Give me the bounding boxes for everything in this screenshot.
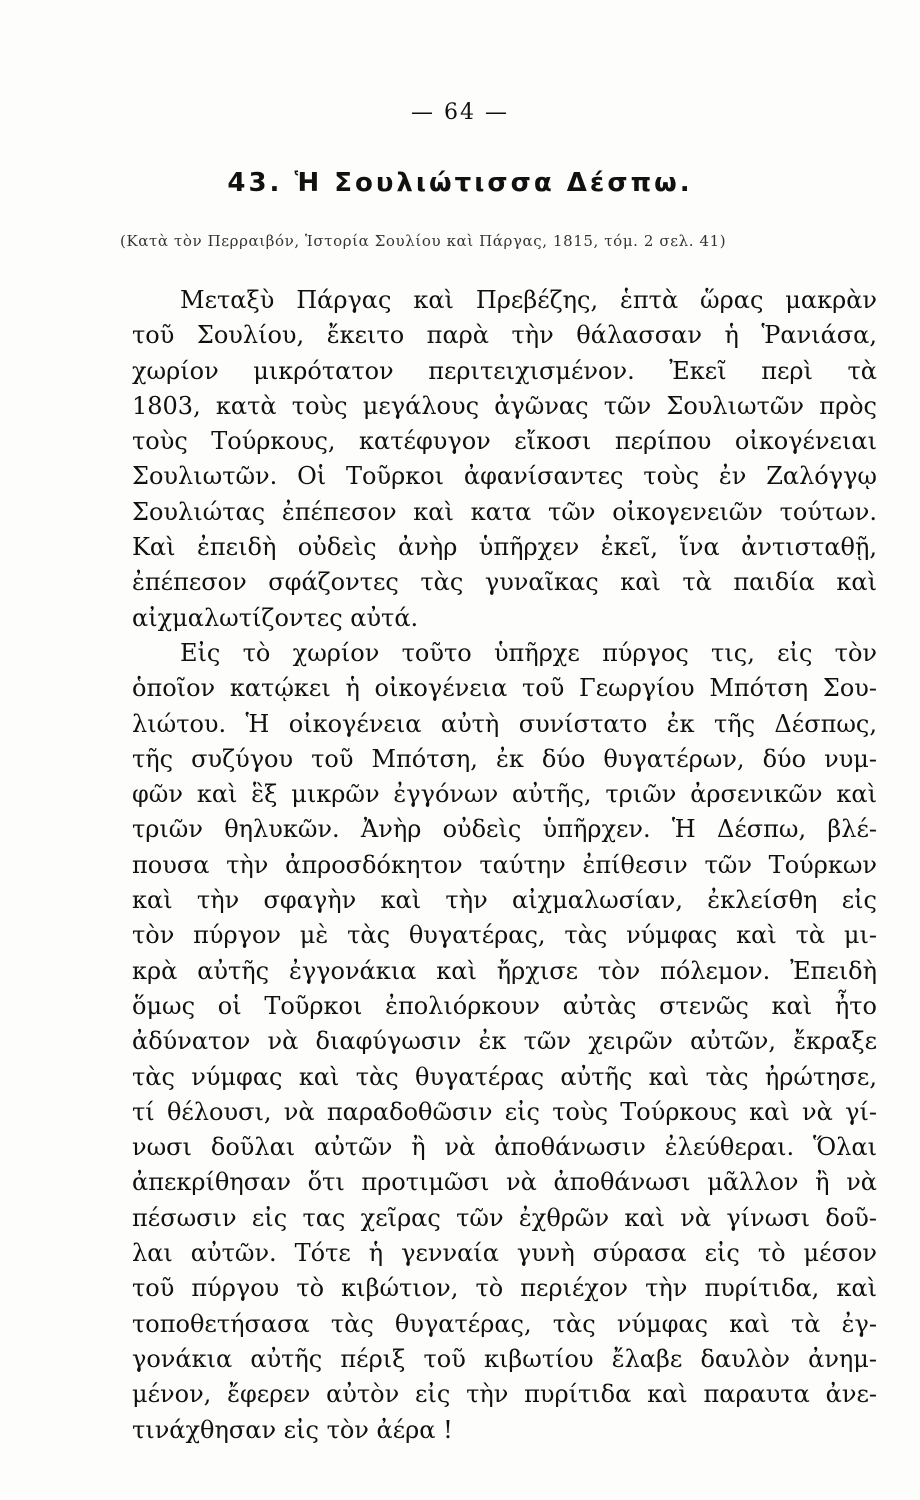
text-line: λιώτου. Ἡ οἰκογένεια αὐτὴ συνίστατο ἐκ τῆς Δέσπως,: [132, 709, 877, 738]
text-line: Σουλιώτας ἐπέπεσον καὶ κατα τῶν οἰκογενειῶν τούτων.: [132, 497, 877, 526]
text-line: τοῦ Σουλίου, ἔκειτο παρὰ τὴν θάλασσαν ἡ Ῥανιάσα,: [132, 321, 877, 350]
text-line: Καὶ ἐπειδὴ οὐδεὶς ἀνὴρ ὑπῆρχεν ἐκεῖ, ἵνα ἀντισταθῇ,: [132, 533, 877, 562]
text-line: τοποθετήσασα τὰς θυγατέρας, τὰς νύμφας καὶ τὰ ἐγ-: [132, 1309, 877, 1338]
text-line: Σουλιωτῶν. Οἱ Τοῦρκοι ἀφανίσαντες τοὺς ἐν Ζαλόγγῳ: [132, 462, 877, 491]
text-line: γονάκια αὐτῆς πέριξ τοῦ κιβωτίου ἔλαβε δαυλὸν ἀνημ-: [132, 1344, 877, 1373]
text-line: τί θέλουσι, νὰ παραδοθῶσιν εἰς τοὺς Τούρκους καὶ νὰ γί-: [132, 1097, 877, 1126]
text-line: τῆς συζύγου τοῦ Μπότση, ἐκ δύο θυγατέρων, δύο νυμ-: [132, 744, 877, 773]
text-line: τινάχθησαν εἰς τὸν ἀέρα !: [132, 1415, 453, 1444]
text-line: χωρίον μικρότατον περιτειχισμένον. Ἐκεῖ περὶ τὰ: [132, 356, 877, 385]
text-line: κρὰ αὐτῆς ἐγγονάκια καὶ ἤρχισε τὸν πόλεμον. Ἐπειδὴ: [132, 956, 877, 985]
source-citation: (Κατὰ τὸν Περραιβόν, Ἱστορία Σουλίου καὶ Πάργας, 1815, τόμ. 2 σελ. 41): [120, 232, 727, 250]
page-number: — 64 —: [411, 100, 509, 125]
text-line: φῶν καὶ ἓξ μικρῶν ἐγγόνων αὐτῆς, τριῶν ἀρσενικῶν καὶ: [132, 780, 877, 809]
text-line: ἀδύνατον νὰ διαφύγωσιν ἐκ τῶν χειρῶν αὐτῶν, ἔκραξε: [132, 1027, 877, 1056]
text-line: τοῦ πύργου τὸ κιβώτιον, τὸ περιέχον τὴν πυρίτιδα, καὶ: [132, 1274, 877, 1303]
text-line: ὅμως οἱ Τοῦρκοι ἐπολιόρκουν αὐτὰς στενῶς καὶ ἦτο: [132, 991, 877, 1020]
text-line: πουσα τὴν ἀπροσδόκητον ταύτην ἐπίθεσιν τῶν Τούρκων: [132, 850, 877, 879]
text-line: ὁποῖον κατῴκει ἡ οἰκογένεια τοῦ Γεωργίου Μπότση Σου-: [132, 674, 877, 703]
text-line: τὸν πύργον μὲ τὰς θυγατέρας, τὰς νύμφας καὶ τὰ μι-: [132, 921, 877, 950]
text-line: ἐπέπεσον σφάζοντες τὰς γυναῖκας καὶ τὰ παιδία καὶ: [132, 568, 877, 597]
text-line: λαι αὐτῶν. Τότε ἡ γενναία γυνὴ σύρασα εἰς τὸ μέσον: [132, 1239, 877, 1268]
text-line: αἰχμαλωτίζοντες αὐτά.: [132, 603, 419, 632]
text-line: Εἰς τὸ χωρίον τοῦτο ὑπῆρχε πύργος τις, εἰς τὸν: [180, 638, 877, 667]
section-title: 43. Ἡ Σουλιώτισσα Δέσπω.: [227, 168, 693, 198]
text-line: νωσι δοῦλαι αὐτῶν ἢ νὰ ἀποθάνωσιν ἐλεύθεραι. Ὅλαι: [132, 1133, 877, 1162]
text-line: 1803, κατὰ τοὺς μεγάλους ἀγῶνας τῶν Σουλιωτῶν πρὸς: [132, 391, 877, 420]
text-line: ἀπεκρίθησαν ὅτι προτιμῶσι νὰ ἀποθάνωσι μᾶλλον ἢ νὰ: [132, 1168, 877, 1197]
text-line: τοὺς Τούρκους, κατέφυγον εἴκοσι περίπου οἰκογένειαι: [132, 427, 877, 456]
body-text: [132, 283, 877, 1448]
text-line: μένον, ἔφερεν αὐτὸν εἰς τὴν πυρίτιδα καὶ παραυτα ἀνε-: [132, 1380, 877, 1409]
text-line: πέσωσιν εἰς τας χεῖρας τῶν ἐχθρῶν καὶ νὰ γίνωσι δοῦ-: [132, 1203, 877, 1232]
text-line: τριῶν θηλυκῶν. Ἀνὴρ οὐδεὶς ὑπῆρχεν. Ἡ Δέσπω, βλέ-: [132, 815, 877, 844]
text-line: τὰς νύμφας καὶ τὰς θυγατέρας αὐτῆς καὶ τὰς ἠρώτησε,: [132, 1062, 877, 1091]
text-line: καὶ τὴν σφαγὴν καὶ τὴν αἰχμαλωσίαν, ἐκλείσθη εἰς: [132, 886, 877, 915]
text-line: Μεταξὺ Πάργας καὶ Πρεβέζης, ἑπτὰ ὥρας μακρὰν: [180, 286, 877, 314]
